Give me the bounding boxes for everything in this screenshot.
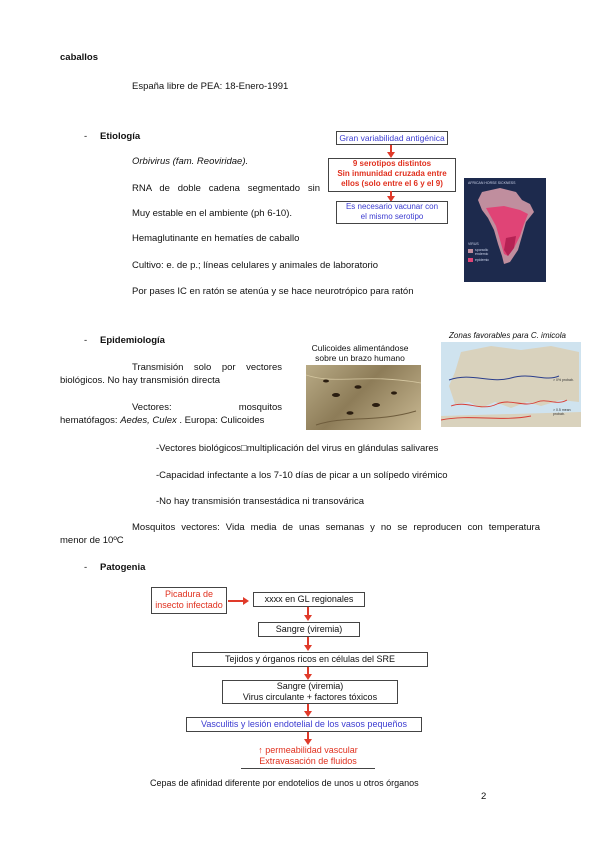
africa-map-image — [464, 178, 546, 282]
europe-legend-1: > 0% probab. — [553, 378, 574, 382]
serotypes-line-2: Sin inmunidad cruzada entre — [337, 169, 447, 178]
tejidos-box — [192, 652, 428, 667]
photo-caption-line1: Culicoides alimentándose — [311, 343, 409, 353]
epidemiologia-p3-line1: Mosquitos vectores: Vida media de unas semanas y no se reproducen con temperatura — [132, 522, 540, 533]
cepas-text: Cepas de afinidad diferente por endotelios de unos u otros órganos — [150, 778, 419, 788]
caballos-text: caballos — [60, 52, 99, 63]
africa-map-title: AFRICAN HORSE SICKNESS — [468, 181, 516, 185]
insect-bite-box — [151, 587, 227, 614]
espana-text: España libre de PEA: 18-Enero-1991 — [132, 81, 289, 92]
epidemiologia-p2-line1: Vectores: mosquitos — [132, 402, 282, 413]
epidemiologia-bullet: - — [84, 335, 88, 346]
culicoides-photo-image — [306, 365, 421, 430]
etiologia-bullet: - — [84, 131, 88, 142]
epidemiologia-p1-line2: biológicos. No hay transmisión directa — [60, 375, 220, 386]
vaccine-line-2: el mismo serotipo — [360, 212, 424, 221]
etiologia-item-5: Cultivo: e. de p.; líneas celulares y animales de laboratorio — [132, 260, 379, 271]
serotypes-box — [328, 158, 456, 192]
epidemiologia-list-1: -Vectores biológicos□multiplicación del virus en glándulas salivares — [156, 443, 439, 454]
etiologia-item-6: Por pases IC en ratón se atenúa y se hace neurotrópico para ratón — [132, 286, 414, 297]
antigen-variability-label: Gran variabilidad antigénica — [339, 133, 445, 143]
epidemiologia-heading: Epidemiología — [100, 335, 165, 346]
vectors-pre: hematófagos: — [60, 415, 121, 426]
africa-map-icon — [464, 178, 546, 282]
vasculitis-box — [186, 717, 422, 732]
arrow-right-head-icon — [243, 597, 249, 605]
vaccine-box — [336, 201, 448, 224]
epidemiologia-p2-line2 — [60, 415, 264, 427]
vaccine-line-1: Es necesario vacunar con — [345, 202, 439, 211]
europe-map-title: Zonas favorables para C. imicola — [449, 331, 566, 340]
africa-legend-1 — [475, 248, 488, 256]
photo-caption-line2: sobre un brazo humano — [315, 353, 405, 363]
sangre-1-box — [258, 622, 360, 637]
africa-legend-1-line2: endemic — [475, 252, 489, 256]
epidemiologia-p3-line2: menor de 10ºC — [60, 535, 124, 546]
legend-swatch-sporadic — [468, 249, 473, 253]
patogenia-heading: Patogenia — [100, 562, 146, 573]
etiologia-heading: Etiología — [100, 131, 141, 142]
epidemiologia-list-2: -Capacidad infectante a los 7-10 días de picar a un solípedo virémico — [156, 470, 448, 481]
africa-legend-title: VIRUS — [468, 242, 479, 246]
photo-caption — [300, 343, 420, 363]
epidemiologia-list-3: -No hay transmisión transestádica ni transovárica — [156, 496, 365, 507]
gl-regionales-label: xxxx en GL regionales — [264, 594, 354, 604]
insect-bite-line1: Picadura de — [164, 589, 214, 599]
antigen-variability-box — [336, 131, 448, 145]
vasculitis-label: Vasculitis y lesión endotelial de los vasos pequeños — [201, 719, 407, 729]
serotypes-line-1: 9 serotipos distintos — [352, 159, 432, 168]
europe-map-image — [441, 342, 581, 427]
legend-swatch-epidemic — [468, 258, 473, 262]
patogenia-bullet: - — [84, 562, 88, 573]
etiologia-item-4: Hemaglutinante en hematíes de caballo — [132, 233, 300, 244]
permeabilidad-line2: Extravasación de fluidos — [259, 756, 357, 766]
insect-bite-line2: insecto infectado — [155, 600, 223, 610]
africa-legend-2: epidemic — [475, 258, 490, 262]
etiologia-item-2: RNA de doble cadena segmentado sin — [132, 183, 320, 194]
etiologia-item-3: Muy estable en el ambiente (ph 6-10). — [132, 208, 293, 219]
permeabilidad-box — [241, 745, 375, 769]
sangre-1-label: Sangre (viremia) — [275, 624, 343, 634]
page-number: 2 — [481, 791, 487, 802]
serotypes-line-3: ellos (solo entre el 6 y el 9) — [341, 179, 443, 188]
africa-legend-1-line1: sporadic — [475, 248, 489, 252]
vectors-post: . Europa: Culicoides — [176, 415, 265, 426]
virus-label: Virus circulante + factores tóxicos — [242, 692, 378, 702]
vectors-genera: Aedes, Culex — [120, 415, 177, 426]
tejidos-label: Tejidos y órganos ricos en células del SRE — [224, 654, 396, 664]
arrow-right-icon — [228, 600, 244, 602]
europe-legend-2: > 0.5 mean probab. — [553, 408, 571, 416]
sangre-2-label: Sangre (viremia) — [276, 681, 344, 691]
gl-regionales-box — [253, 592, 365, 607]
etiologia-item-1: Orbivirus (fam. Reoviridae). — [132, 156, 249, 167]
permeabilidad-line1: ↑ permeabilidad vascular — [258, 745, 358, 755]
mosquito-icon — [306, 365, 421, 430]
epidemiologia-p1-line1: Transmisión solo por vectores — [132, 362, 282, 373]
sangre-2-box — [222, 680, 398, 704]
